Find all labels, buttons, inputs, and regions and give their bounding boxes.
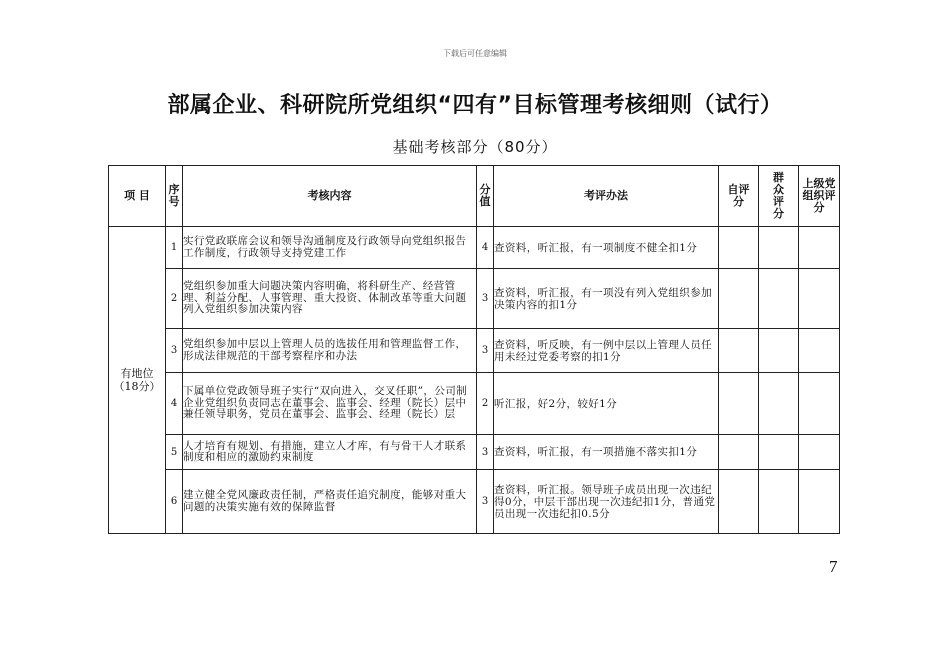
row-content: 下属单位党政领导班子实行“双向进入，交叉任职”，公司制企业党组织负责同志在董事会、监事会、经理（院长）层中兼任领导职务，党员在董事会、监事会、经理（院长）层 (183, 373, 477, 435)
row-score: 3 (477, 435, 494, 470)
header-item: 项 目 (109, 166, 166, 227)
group-label: 有地位（18分） (109, 227, 166, 534)
assessment-table (108, 165, 840, 534)
table-header-row (109, 166, 840, 227)
row-seq: 2 (166, 269, 183, 329)
header-score (477, 166, 494, 227)
superior-score-cell[interactable] (799, 470, 840, 534)
row-seq: 5 (166, 435, 183, 470)
row-content: 党组织参加重大问题决策内容明确，将科研生产、经营管理、利益分配、人事管理、重大投资、体制改革等重大问题列入党组织参加决策内容 (183, 269, 477, 329)
row-content: 人才培育有规划、有措施，建立人才库，有与骨干人才联系制度和相应的激励约束制度 (183, 435, 477, 470)
header-superior-score (799, 166, 840, 227)
row-method: 查资料，听汇报，有一项没有列入党组织参加决策内容的扣1分 (494, 269, 719, 329)
public-score-cell[interactable] (759, 329, 799, 373)
header-self-score-text: 自评分 (727, 183, 750, 208)
table-row (109, 470, 840, 534)
self-score-cell[interactable] (719, 435, 759, 470)
page-number: 7 (829, 557, 838, 576)
section-subtitle: 基础考核部分（80分） (392, 138, 558, 156)
self-score-cell[interactable] (719, 329, 759, 373)
self-score-cell[interactable] (719, 470, 759, 534)
row-score: 3 (477, 470, 494, 534)
row-method: 查资料，听反映，有一例中层以上管理人员任用未经过党委考察的扣1分 (494, 329, 719, 373)
public-score-cell[interactable] (759, 227, 799, 269)
table-row (109, 329, 840, 373)
public-score-cell[interactable] (759, 435, 799, 470)
row-method: 查资料，听汇报。领导班子成员出现一次违纪得0分，中层干部出现一次违纪扣1分，普通党员出现一次违纪扣0.5分 (494, 470, 719, 534)
row-score: 3 (477, 269, 494, 329)
superior-score-cell[interactable] (799, 227, 840, 269)
row-seq: 4 (166, 373, 183, 435)
public-score-cell[interactable] (759, 269, 799, 329)
table-row (109, 373, 840, 435)
header-seq-text: 序号 (168, 183, 180, 208)
header-public-score (759, 166, 799, 227)
row-score: 3 (477, 329, 494, 373)
row-seq: 6 (166, 470, 183, 534)
superior-score-cell[interactable] (799, 373, 840, 435)
header-score-text: 分值 (479, 183, 491, 208)
self-score-cell[interactable] (719, 269, 759, 329)
row-score: 2 (477, 373, 494, 435)
header-seq (166, 166, 183, 227)
page-title: 部属企业、科研院所党组织“四有”目标管理考核细则（试行） (167, 93, 783, 118)
table-row (109, 227, 840, 269)
row-seq: 3 (166, 329, 183, 373)
self-score-cell[interactable] (719, 227, 759, 269)
row-method: 查资料，听汇报，有一项制度不健全扣1分 (494, 227, 719, 269)
public-score-cell[interactable] (759, 373, 799, 435)
header-public-score-text: 群众评分 (773, 171, 784, 220)
table-row (109, 435, 840, 470)
superior-score-cell[interactable] (799, 269, 840, 329)
row-content: 党组织参加中层以上管理人员的选拔任用和管理监督工作，形成法律规范的干部考察程序和办法 (183, 329, 477, 373)
self-score-cell[interactable] (719, 373, 759, 435)
superior-score-cell[interactable] (799, 329, 840, 373)
header-note: 下载后可任意编辑 (443, 49, 507, 58)
row-score: 4 (477, 227, 494, 269)
row-content: 建立健全党风廉政责任制，严格责任追究制度，能够对重大问题的决策实施有效的保障监督 (183, 470, 477, 534)
row-seq: 1 (166, 227, 183, 269)
header-content: 考核内容 (183, 166, 477, 227)
table-row (109, 269, 840, 329)
public-score-cell[interactable] (759, 470, 799, 534)
row-method: 查资料，听汇报，有一项措施不落实扣1分 (494, 435, 719, 470)
superior-score-cell[interactable] (799, 435, 840, 470)
header-self-score (719, 166, 759, 227)
row-content: 实行党政联席会议和领导沟通制度及行政领导向党组织报告工作制度，行政领导支持党建工作 (183, 227, 477, 269)
row-method: 听汇报，好2分，较好1分 (494, 373, 719, 435)
header-method: 考评办法 (494, 166, 719, 227)
header-superior-score-text: 上级党组织评分 (802, 177, 836, 214)
